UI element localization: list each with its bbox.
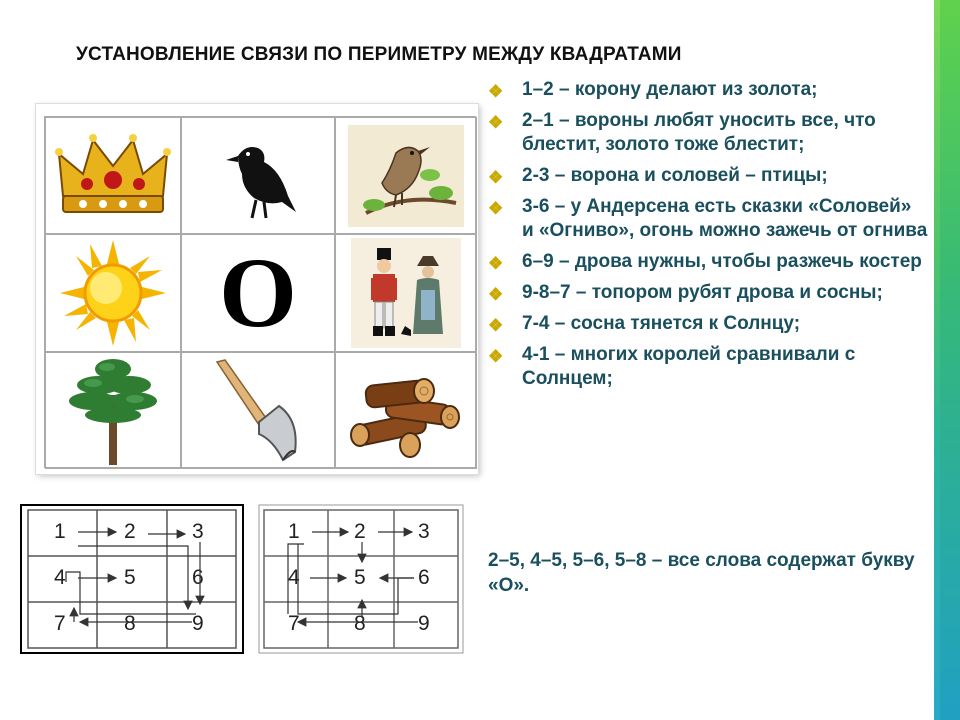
grid-number-6: 6 bbox=[192, 566, 204, 589]
letter-o: О bbox=[219, 238, 297, 348]
grid-number-3: 3 bbox=[418, 520, 430, 543]
grid-number-1: 1 bbox=[288, 520, 300, 543]
picture-grid bbox=[44, 116, 476, 468]
diamond-bullet-icon: ❖ bbox=[488, 254, 504, 273]
grid-number-5: 5 bbox=[124, 566, 136, 589]
grid-number-8: 8 bbox=[124, 612, 136, 635]
bullet-item: ❖ 7-4 – сосна тянется к Солнцу; bbox=[488, 312, 928, 336]
diamond-bullet-icon: ❖ bbox=[488, 113, 504, 132]
grid-number-3: 3 bbox=[192, 520, 204, 543]
bullet-item: ❖ 6–9 – дрова нужны, чтобы разжечь костер bbox=[488, 250, 928, 274]
letter-o-glyph bbox=[203, 238, 313, 348]
cell-nightingale bbox=[335, 117, 477, 234]
page-title: УСТАНОВЛЕНИЕ СВЯЗИ ПО ПЕРИМЕТРУ МЕЖДУ КВАДРАТАМИ bbox=[76, 44, 682, 65]
diamond-bullet-icon: ❖ bbox=[488, 168, 504, 187]
diamond-bullet-icon: ❖ bbox=[488, 316, 504, 335]
soldier-witch-icon bbox=[351, 238, 461, 348]
diamond-bullet-icon: ❖ bbox=[488, 285, 504, 304]
bullet-item: ❖ 3-6 – у Андерсена есть сказки «Соловей» и «Огниво», огонь можно зажечь от огнива bbox=[488, 196, 928, 241]
nightingale-icon bbox=[346, 123, 466, 229]
crow-icon bbox=[208, 126, 308, 226]
perimeter-diagram bbox=[20, 504, 244, 654]
accent-bar bbox=[934, 0, 960, 720]
grid-number-4: 4 bbox=[288, 566, 300, 589]
axe-icon bbox=[203, 356, 313, 466]
diamond-bullet-icon: ❖ bbox=[488, 347, 504, 366]
grid-number-8: 8 bbox=[354, 612, 366, 635]
grid-number-9: 9 bbox=[192, 612, 204, 635]
cell-letter-o bbox=[181, 234, 335, 352]
grid-number-2: 2 bbox=[354, 520, 366, 543]
bullet-item: ❖ 2-3 – ворона и соловей – птицы; bbox=[488, 164, 928, 188]
grid-number-7: 7 bbox=[288, 612, 300, 635]
cell-crow bbox=[181, 117, 335, 234]
pine-tree-icon bbox=[63, 355, 163, 467]
cell-pine bbox=[45, 352, 181, 469]
cell-soldier-witch bbox=[335, 234, 477, 352]
bullet-list bbox=[488, 78, 928, 398]
crown-icon bbox=[53, 126, 173, 226]
grid-number-7: 7 bbox=[54, 612, 66, 635]
diamond-bullet-icon: ❖ bbox=[488, 199, 504, 218]
sun-icon bbox=[58, 238, 168, 348]
grid-number-6: 6 bbox=[418, 566, 430, 589]
grid-number-2: 2 bbox=[124, 520, 136, 543]
bullet-item: ❖ 2–1 – вороны любят уносить все, что блестит, золото тоже блестит; bbox=[488, 110, 876, 155]
firewood-icon bbox=[346, 361, 466, 461]
bullet-item: ❖ 4-1 – многих королей сравнивали с Солнцем; bbox=[488, 344, 856, 389]
grid-number-9: 9 bbox=[418, 612, 430, 635]
closing-text: 2–5, 4–5, 5–6, 5–8 – все слова содержат букву «О». bbox=[488, 550, 915, 596]
diamond-bullet-icon: ❖ bbox=[488, 82, 504, 101]
cell-axe bbox=[181, 352, 335, 469]
cell-crown bbox=[45, 117, 181, 234]
cell-firewood bbox=[335, 352, 477, 469]
grid-number-4: 4 bbox=[54, 566, 66, 589]
bullet-item: ❖ 9-8–7 – топором рубят дрова и сосны; bbox=[488, 281, 928, 305]
center-diagram bbox=[258, 504, 464, 654]
grid-number-5: 5 bbox=[354, 566, 366, 589]
grid-number-1: 1 bbox=[54, 520, 66, 543]
cell-sun bbox=[45, 234, 181, 352]
bullet-item: ❖ 1–2 – корону делают из золота; bbox=[488, 78, 928, 102]
